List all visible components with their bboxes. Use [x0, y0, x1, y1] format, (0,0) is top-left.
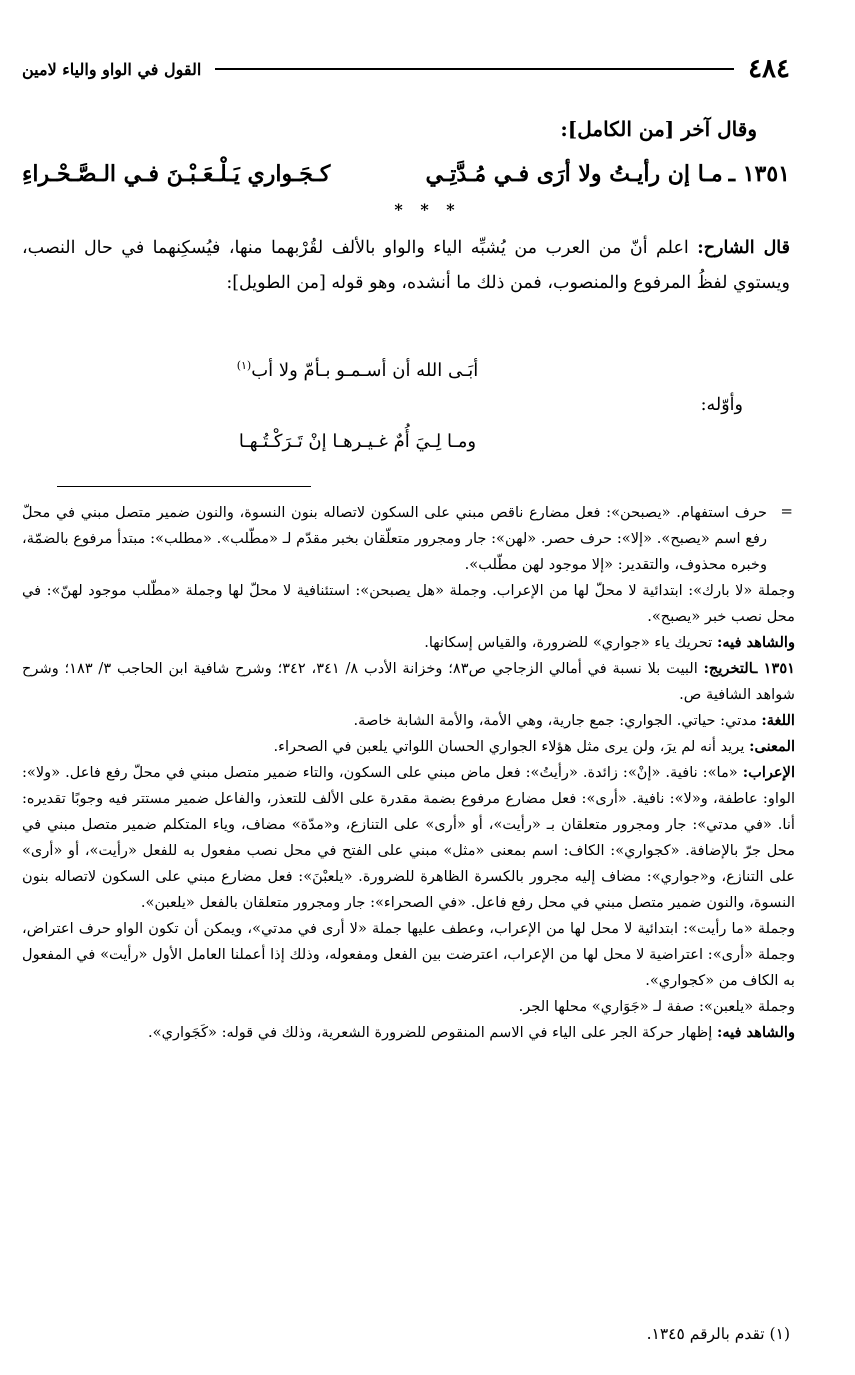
note-lugha — [22, 708, 795, 734]
note-text: يريد أنه لم يرَ، ولن يرى مثل هؤلاء الجواري الحسان اللواتي يلعبن في الصحراء. — [273, 738, 745, 755]
note-label: التخريج: — [703, 660, 754, 677]
note-continued: حرف استفهام. «يصبحن»: فعل مضارع ناقص مبني على السكون لاتصاله بنون النسوة، والنون ضمير متصل مبني في محلّ رفع اسم «يصبح». «إلا»: حرف حصر. «لهن»: جار ومجرور متعلّقان بخبر مقدّم لـ «مطّلب». «مطلب»: مبتدأ مرفوع بالضمّة، وخبره محذوف، والتقدير: «إلا موجود لهن مطّلب». — [22, 504, 767, 573]
section-separator: * * * — [394, 200, 461, 219]
footnote-ref[interactable]: (١) — [236, 359, 252, 372]
running-title: القول في الواو والياء لامين — [22, 59, 202, 79]
note-shahid — [22, 1020, 795, 1046]
commentary-lead: قال الشارح: — [697, 238, 790, 258]
note-text: تحريك ياء «جواري» للضرورة، والقياس إسكانها. — [424, 634, 713, 651]
poem-line-1 — [0, 352, 855, 385]
note-jumla-3: وجملة «يلعبن»: صفة لـ «جَوَاري» محلها الجر. — [518, 998, 795, 1015]
header-rule — [215, 68, 734, 70]
note-text: مدتي: حياتي. الجواري: جمع جارية، وهي الأمة، والأمة الشابة خاصة. — [353, 712, 757, 729]
verse-intro: وقال آخر [من الكامل]: — [560, 117, 757, 141]
commentary-text: اعلم أنّ من العرب من يُشبِّه الياء والواو بالألف لقُرْبهما منها، فيُسكِنهما في حال النصب، ويستوي لفظُ المرفوع والمنصوب، فمن ذلك ما أنشده، وهو قوله [من الطويل]: — [22, 238, 790, 293]
note-irab — [22, 760, 795, 916]
note-label: المعنى: — [749, 738, 795, 755]
footnote-1 — [22, 1321, 790, 1347]
note-label: اللغة: — [761, 712, 795, 729]
commentary — [22, 231, 790, 301]
note-label: الإعراب: — [742, 764, 796, 781]
note-shahid-prev — [22, 630, 795, 656]
notes-section — [22, 500, 795, 1046]
continuation-mark: = — [780, 502, 793, 520]
verse-number: ١٣٥١ ـ — [728, 161, 790, 187]
note-number: ١٣٥١ ـ — [753, 660, 796, 677]
note-label: والشاهد فيه: — [716, 634, 795, 651]
note-jumla-2: وجملة «ما رأيت»: ابتدائية لا محل لها من الإعراب، وعطف عليها جملة «لا أرى في مدتي»، ويمكن أن تكون الواو حرف اعتراض، وجملة «أرى»: اعتراضية لا محل لها من الإعراب، اعترضت بين الفعل ومفعوله، وذلك إذا أعملنا العامل الأول «رأيت» في المفعول به الكاف من «كجواري». — [22, 920, 795, 989]
footnote-rule — [57, 486, 311, 487]
note-label: والشاهد فيه: — [716, 1024, 795, 1041]
poem-line-2: ومـا لِـيَ أُمٌ غـيـرهـا إنْ تَـرَكْـتُـهـا — [238, 431, 477, 452]
verse-hemistich-first: مـا إن رأيـتُ ولا أرَى فـي مُـدَّتِـي — [425, 161, 723, 187]
note-mana — [22, 734, 795, 760]
poem-line-1-text: أبَـى الله أن أسـمـو بـأمّ ولا أب — [251, 360, 479, 381]
footnote-text: تقدم بالرقم ١٣٤٥. — [646, 1325, 765, 1343]
footnote-number: (١) — [769, 1325, 790, 1343]
note-takhrij — [22, 656, 795, 708]
page-header — [22, 52, 790, 86]
verse-1351 — [22, 155, 790, 193]
note-text: إظهار حركة الجر على الياء في الاسم المنقوص للضرورة الشعرية، وذلك في قوله: «كَجَواري». — [148, 1024, 713, 1041]
page-number: ٤٨٤ — [748, 54, 790, 84]
note-text: «ما»: نافية. «إنْ»: زائدة. «رأيتُ»: فعل ماض مبني على السكون، والتاء ضمير متصل مبني في محلّ رفع فاعل. «ولا»: الواو: عاطفة، و«لا»: نافية. «أرى»: فعل مضارع مرفوع بضمة مقدرة على الألف للتعذر، والفاعل ضمير مستتر فيه وجوبًا تقديره: أنا. «في مدتي»: جار ومجرور متعلقان بـ «رأيت»، أو «أرى» على التنازع، و«مدّة» مضاف، وياء المتكلم ضمير متصل مبني في محل جرّ بالإضافة. «كجواري»: الكاف: اسم بمعنى «مثل» مبني على الفتح في محل نصب مفعول به للفعل «رأيت»، أو «أرى» على التنازع، و«جواري»: مضاف إليه مجرور بالكسرة الظاهرة للضرورة. «يلعبْنَ»: فعل مضارع مبني على السكون لاتصاله بنون النسوة، والنون ضمير متصل مبني في محل رفع فاعل. «في الصحراء»: جار ومجرور متعلقان بالفعل «يلعبن». — [22, 764, 795, 911]
awwaluh-label: وأوّله: — [700, 395, 743, 415]
verse-hemistich-second: كـجَـواري يَـلْـعَـبْـنَ فـي الـصَّـحْـراءِ — [22, 161, 331, 187]
note-text: البيت بلا نسبة في أمالي الزجاجي ص٨٣؛ وخزانة الأدب ٨/ ٣٤١، ٣٤٢؛ وشرح شافية ابن الحاجب ٣/ ١٨٣؛ وشرح شواهد الشافية ص. — [22, 660, 795, 703]
note-jumla: وجملة «لا بارك»: ابتدائية لا محلّ لها من الإعراب. وجملة «هل يصبحن»: استئنافية لا محلّ لها وجملة «مطّلب موجود لهنّ»: في محل نصب خبر «يصبح». — [22, 582, 795, 625]
